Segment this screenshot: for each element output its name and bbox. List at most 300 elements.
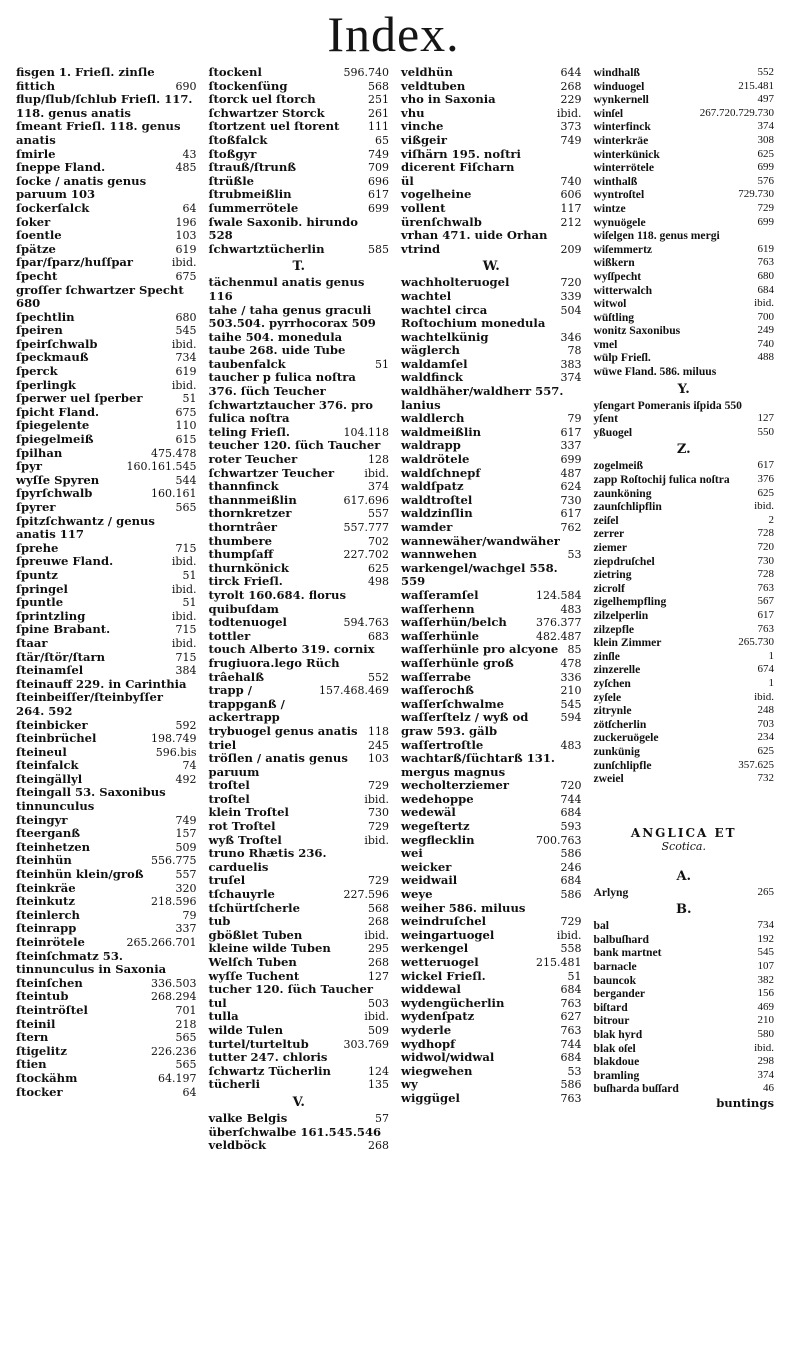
entry-term: ſteinil: [16, 1016, 56, 1031]
entry-term: ſteinhün: [16, 853, 72, 868]
index-entry: [594, 527, 775, 541]
entry-term: waldlerch: [401, 411, 465, 426]
entry-term: wachholteruogel: [401, 275, 510, 290]
entry-term: waſſerhün/belch: [401, 615, 507, 630]
entry-page-ref: 763: [560, 1091, 582, 1105]
entry-page-ref: 729.730: [738, 188, 774, 201]
index-entry: [594, 691, 775, 705]
entry-page-ref: 699: [368, 201, 389, 215]
entry-term: ſteinſchen: [16, 975, 83, 990]
index-entry: [16, 392, 197, 406]
index-entry: [209, 997, 390, 1011]
entry-page-ref: 64: [182, 1085, 197, 1099]
index-entry: [594, 704, 775, 718]
entry-term: weingartuogel: [401, 927, 495, 942]
entry-term: zogelmeiß: [593, 459, 644, 473]
index-entry: [594, 974, 775, 988]
entry-term: ſteintröſtel: [16, 1002, 88, 1017]
index-entry: [594, 745, 775, 759]
entry-page-ref: 617: [757, 608, 774, 621]
entry-term: wannwehen: [401, 547, 477, 562]
entry-page-ref: 357.625: [738, 758, 774, 771]
entry-term: ſtockähm: [16, 1070, 78, 1085]
entry-term: ſteinhetzen: [16, 839, 91, 854]
entry-term: zötſcherlin: [593, 717, 647, 731]
index-entry: [401, 997, 582, 1011]
index-entry: [401, 779, 582, 793]
entry-term: yſengart Pomeranis iſpida 550: [593, 398, 742, 412]
entry-term: ſteinkutz: [16, 894, 75, 909]
entry-term: ſtoßfalck: [208, 132, 268, 147]
entry-term: vho in Saxonia: [401, 92, 496, 107]
entry-page-ref: 74: [182, 759, 197, 773]
index-entry: [209, 216, 390, 243]
index-entry: [209, 562, 390, 576]
index-entry: [209, 1038, 390, 1052]
index-column-1: [10, 66, 203, 1360]
entry-page-ref: 79: [567, 412, 582, 426]
entry-page-ref: 111: [368, 120, 389, 134]
index-entry: [209, 929, 390, 943]
index-entry: [401, 344, 582, 358]
entry-term: ſteinfalck: [16, 758, 79, 773]
entry-page-ref: 234: [757, 731, 774, 744]
entry-term: ſpechtlin: [16, 309, 75, 324]
entry-page-ref: ibid.: [364, 833, 389, 847]
entry-page-ref: 128: [368, 453, 389, 467]
entry-page-ref: 157: [175, 827, 197, 841]
index-entry: [209, 426, 390, 440]
index-entry: [16, 841, 197, 855]
entry-page-ref: 78: [567, 344, 582, 358]
entry-term: ſpiegelente: [16, 418, 90, 433]
entry-page-ref: 160.161.545: [126, 460, 197, 474]
index-entry: [16, 569, 197, 583]
entry-page-ref: 383: [560, 357, 582, 371]
entry-term: tyrolt 160.684. florus quibuſdam: [208, 587, 346, 616]
entry-page-ref: 485: [175, 161, 197, 175]
index-entry: [209, 970, 390, 984]
entry-term: wißkern: [593, 256, 635, 270]
index-entry: [209, 304, 390, 331]
index-entry: [16, 419, 197, 433]
entry-term: bank martnet: [593, 946, 662, 960]
index-entry: [594, 1001, 775, 1015]
index-entry: [209, 480, 390, 494]
index-entry: [16, 542, 197, 556]
entry-page-ref: 734: [175, 351, 197, 365]
entry-term: ziepdruſchel: [593, 554, 655, 568]
entry-page-ref: 53: [567, 1064, 582, 1078]
index-entry: [209, 161, 390, 175]
entry-page-ref: 209: [560, 242, 582, 256]
index-entry: [401, 752, 582, 779]
index-entry: [16, 854, 197, 868]
entry-page-ref: 488: [757, 351, 774, 364]
index-entry: [16, 515, 197, 542]
entry-page-ref: 715: [175, 541, 197, 555]
entry-term: ſtortzent uel ſtorent: [208, 119, 340, 134]
index-entry: [401, 1092, 582, 1106]
index-entry: [16, 1004, 197, 1018]
entry-term: wyſſe Tuchent: [208, 968, 300, 983]
entry-term: blakdoue: [593, 1055, 640, 1069]
index-entry: [401, 1038, 582, 1052]
entry-page-ref: 51: [182, 568, 197, 582]
entry-term: ſteingyr: [16, 812, 68, 827]
entry-term: vollent: [401, 200, 446, 215]
index-entry: [16, 909, 197, 923]
index-entry: [209, 616, 390, 630]
entry-term: touch Alberto 319. cornix frugiuora.lego Rüch: [208, 642, 375, 670]
entry-term: waldrapp: [401, 438, 461, 453]
entry-page-ref: 615: [175, 433, 197, 447]
entry-term: turtel/turteltub: [208, 1036, 309, 1051]
entry-page-ref: 625: [757, 486, 774, 499]
index-entry: [16, 936, 197, 950]
index-entry: [16, 256, 197, 270]
entry-term: ſtien: [16, 1057, 47, 1072]
entry-page-ref: 617: [560, 425, 582, 439]
entry-term: ſockerſalck: [16, 200, 90, 215]
entry-page-ref: 749: [175, 813, 197, 827]
entry-term: wyntroſtel: [593, 188, 645, 202]
entry-term: warkengel/wachgel 558. 559: [401, 560, 558, 589]
index-entry: [209, 820, 390, 834]
entry-term: zinſle: [593, 649, 620, 663]
entry-term: ſteinrötele: [16, 935, 85, 949]
index-entry: [594, 514, 775, 528]
entry-term: tirck Frieſl.: [208, 574, 283, 589]
entry-page-ref: 684: [560, 983, 582, 997]
entry-term: wydenſpatz: [401, 1009, 475, 1024]
index-entry: [16, 1072, 197, 1086]
entry-term: klein Troſtel: [208, 805, 289, 820]
entry-term: trybuogel genus anatis: [208, 723, 358, 738]
section-letter: B.: [675, 902, 692, 918]
index-entry: [594, 568, 775, 582]
entry-term: widwol/widwal: [401, 1050, 495, 1065]
entry-term: waſſerhünle: [401, 628, 480, 643]
index-entry: [209, 93, 390, 107]
entry-page-ref: 376.377: [536, 616, 582, 630]
entry-page-ref: 744: [560, 792, 582, 806]
index-entry: [209, 847, 390, 874]
entry-term: ſpilhan: [16, 445, 63, 460]
entry-term: ſpuntz: [16, 567, 58, 582]
entry-term: thannmeißlin: [208, 492, 297, 507]
entry-term: wilde Tulen: [208, 1022, 284, 1037]
entry-page-ref: 696: [368, 174, 389, 188]
entry-term: wei: [401, 846, 423, 861]
index-entry: [401, 439, 582, 453]
entry-term: ſtigelitz: [16, 1043, 67, 1058]
entry-term: buſharda buſſard: [593, 1082, 679, 1096]
entry-term: wetteruogel: [401, 955, 479, 969]
entry-page-ref: 703: [757, 717, 774, 730]
entry-term: ſocke / anatis genus paruum 103: [16, 173, 147, 202]
entry-term: ſoker: [16, 214, 51, 229]
index-entry: [16, 311, 197, 325]
index-entry: [16, 895, 197, 909]
entry-term: bergander: [593, 987, 646, 1001]
entry-page-ref: 617: [368, 188, 389, 202]
index-entry: [401, 80, 582, 94]
entry-term: vtrind: [401, 241, 441, 256]
entry-term: ſteinlerch: [16, 907, 80, 922]
index-entry: [401, 643, 582, 657]
entry-term: zyſele: [593, 690, 622, 704]
entry-page-ref: 374: [368, 480, 389, 494]
entry-page-ref: 702: [368, 534, 389, 548]
entry-page-ref: 586: [560, 888, 582, 902]
entry-page-ref: 730: [560, 493, 582, 507]
index-entry: [16, 460, 197, 474]
entry-page-ref: ibid.: [364, 792, 389, 806]
entry-term: troſtel: [208, 778, 250, 793]
entry-page-ref: 265: [757, 885, 774, 898]
entry-term: winterkräe: [593, 133, 649, 147]
entry-page-ref: 728: [757, 568, 774, 581]
entry-page-ref: ibid.: [754, 297, 774, 310]
index-entry: [594, 1055, 775, 1069]
entry-term: waſſerſchwalme: [401, 696, 504, 711]
index-entry: [401, 847, 582, 861]
entry-term: vhu: [401, 105, 425, 120]
entry-term: winterrötele: [593, 161, 655, 175]
index-entry: [209, 276, 390, 303]
index-entry: [594, 623, 775, 637]
entry-term: ſtern: [16, 1030, 49, 1045]
index-entry: [594, 718, 775, 732]
entry-page-ref: 46: [763, 1082, 774, 1095]
index-entry: [16, 229, 197, 243]
entry-term: zilzepfle: [593, 622, 635, 636]
entry-page-ref: 210: [757, 1014, 774, 1027]
index-entry: [16, 773, 197, 787]
index-entry: [209, 630, 390, 644]
entry-page-ref: 593: [560, 820, 582, 834]
entry-term: wachtarß/ſüchtarß 131. mergus magnus: [401, 751, 555, 779]
entry-page-ref: ibid.: [754, 690, 774, 703]
index-entry: [401, 956, 582, 970]
entry-term: truſel: [208, 873, 246, 888]
index-entry: [209, 1051, 390, 1065]
index-entry: [16, 447, 197, 461]
entry-term: ſpar/ſparz/huſſpar: [16, 255, 134, 270]
entry-page-ref: 565: [175, 1031, 197, 1045]
index-entry: [594, 134, 775, 148]
index-entry: [16, 324, 197, 338]
entry-term: ſpyrſchwalb: [16, 486, 93, 501]
index-entry: [594, 1014, 775, 1028]
entry-page-ref: ibid.: [556, 928, 582, 942]
entry-term: ſteinbeiſſer/ſteinbyſſer 264. 592: [16, 690, 163, 718]
entry-term: wachtel circa Roſtochium monedula: [401, 302, 546, 331]
entry-page-ref: 734: [757, 919, 774, 932]
entry-page-ref: 107: [757, 960, 774, 973]
entry-page-ref: 680: [175, 310, 197, 324]
entry-page-ref: 700.763: [536, 833, 582, 847]
index-entry: [209, 1065, 390, 1079]
entry-page-ref: 261: [368, 106, 389, 120]
entry-page-ref: 251: [368, 93, 389, 107]
entry-term: ſchwartzer Teucher: [208, 465, 335, 480]
entry-term: wäglerch: [401, 343, 460, 358]
entry-term: wecholterziemer: [401, 778, 509, 793]
entry-term: ürenſchwalb: [401, 214, 482, 229]
entry-term: wamder: [401, 520, 453, 534]
index-entry: [401, 243, 582, 257]
entry-term: veldtuben: [401, 78, 466, 93]
index-entry: [594, 1082, 775, 1096]
entry-term: ſtrüßle: [208, 173, 254, 188]
entry-term: ſteintub: [16, 989, 69, 1004]
index-entry: [594, 161, 775, 175]
index-entry: [209, 358, 390, 372]
entry-term: waldſpatz: [401, 479, 464, 494]
entry-term: thornkretzer: [208, 506, 292, 521]
index-entry: [401, 698, 582, 712]
entry-page-ref: 303.769: [343, 1037, 389, 1051]
section-letter: V.: [292, 1094, 305, 1110]
entry-page-ref: 619: [175, 365, 197, 379]
entry-page-ref: ibid.: [171, 636, 197, 650]
entry-page-ref: 248: [757, 704, 774, 717]
entry-page-ref: 503: [368, 996, 389, 1010]
entry-page-ref: 729: [368, 820, 389, 834]
entry-term: zapp Roſtochij fulica noſtra: [593, 473, 730, 487]
index-entry: [16, 1058, 197, 1072]
index-entry: [209, 439, 390, 453]
entry-term: tutter 247. chloris: [208, 1050, 328, 1065]
entry-page-ref: 376: [757, 473, 774, 486]
entry-term: troſtel: [208, 791, 250, 806]
entry-term: trapp / trappganß / ackertrapp: [208, 683, 285, 725]
entry-term: thumbere: [208, 533, 272, 548]
entry-term: waldzinſlin: [401, 506, 473, 521]
entry-term: zilzelperlin: [593, 608, 649, 622]
index-entry: [209, 575, 390, 589]
entry-page-ref: 249: [757, 324, 774, 337]
section-letter: A.: [676, 868, 692, 884]
index-entry: [16, 555, 197, 569]
entry-page-ref: 509: [368, 1023, 389, 1037]
entry-term: weidwail: [401, 873, 458, 888]
entry-term: valke Belgis: [208, 1110, 288, 1125]
entry-page-ref: 64: [182, 201, 197, 215]
index-entry: [401, 276, 582, 290]
entry-page-ref: 483: [560, 738, 582, 752]
entry-term: wydhopf: [401, 1036, 456, 1051]
index-entry: [594, 324, 775, 338]
index-entry: [16, 759, 197, 773]
index-entry: [209, 494, 390, 508]
entry-page-ref: 374: [560, 371, 582, 385]
entry-term: tſchürtſcherle: [208, 900, 300, 915]
entry-term: ül: [401, 173, 414, 188]
entry-page-ref: 268.294: [151, 990, 197, 1004]
entry-term: ſpitzſchwantz / genus anatis 117: [16, 513, 155, 542]
index-entry: [401, 929, 582, 943]
entry-page-ref: ibid.: [171, 256, 197, 270]
entry-page-ref: 483: [560, 602, 582, 616]
entry-term: waſſeramſel: [401, 587, 479, 602]
index-entry: [401, 684, 582, 698]
entry-page-ref: 215.481: [536, 956, 582, 969]
entry-term: waldamſel: [401, 356, 468, 371]
index-entry: [209, 399, 390, 426]
index-entry: [594, 473, 775, 487]
entry-page-ref: 709: [368, 161, 389, 175]
entry-term: ſpuntle: [16, 595, 64, 610]
entry-page-ref: 160.161: [151, 487, 197, 501]
entry-term: groſſer ſchwartzer Specht 680: [16, 282, 184, 311]
index-entry: [16, 487, 197, 501]
entry-term: winthalß: [593, 174, 638, 188]
index-entry: [594, 351, 775, 365]
entry-page-ref: ibid.: [364, 1010, 389, 1024]
index-entry: [594, 216, 775, 230]
entry-page-ref: 192: [757, 932, 774, 945]
entry-page-ref: 215.481: [738, 79, 774, 92]
entry-page-ref: 675: [175, 405, 197, 419]
entry-page-ref: 624: [560, 480, 582, 494]
entry-page-ref: 699: [757, 161, 774, 174]
entry-term: ſperwer uel ſperber: [16, 391, 143, 406]
index-entry: [594, 663, 775, 677]
index-entry: [401, 66, 582, 80]
entry-term: wonitz Saxonibus: [593, 324, 681, 338]
entry-term: wickel Frieſl.: [401, 968, 486, 983]
index-entry: [209, 1112, 390, 1126]
entry-term: ſpecht: [16, 268, 58, 283]
index-entry: [16, 66, 197, 80]
index-entry: [16, 719, 197, 733]
entry-page-ref: 497: [757, 93, 774, 106]
index-entry: [209, 902, 390, 916]
section-letter: Y.: [677, 381, 690, 397]
entry-page-ref: 762: [560, 521, 582, 534]
entry-term: ſprehe: [16, 540, 59, 555]
index-entry: [209, 725, 390, 739]
index-entry: [401, 107, 582, 121]
entry-term: tahe / taha genus graculi 503.504. pyrrhocorax 509: [208, 302, 376, 331]
entry-term: barnacle: [593, 960, 637, 974]
entry-term: wachtelkünig: [401, 329, 489, 344]
index-entry: [594, 175, 775, 189]
entry-term: tottler: [208, 628, 251, 643]
entry-page-ref: 565: [175, 1058, 197, 1072]
entry-term: klein Zimmer: [593, 636, 662, 650]
entry-term: tul: [208, 995, 227, 1010]
entry-term: winterfinck: [593, 120, 651, 134]
entry-term: ſperlingk: [16, 377, 76, 392]
entry-term: blak hyrd: [593, 1028, 643, 1042]
entry-page-ref: 675: [175, 269, 197, 283]
entry-page-ref: 740: [560, 174, 582, 188]
index-entry: [401, 1010, 582, 1024]
index-entry: [16, 351, 197, 365]
index-entry: [16, 814, 197, 828]
index-entry: [594, 107, 775, 121]
index-entry: [16, 1086, 197, 1100]
entry-term: ſtockenſüng: [208, 78, 288, 93]
entry-page-ref: 127: [757, 412, 774, 425]
index-entry: [16, 202, 197, 216]
index-entry: [209, 535, 390, 549]
entry-term: ſpyrer: [16, 500, 56, 514]
